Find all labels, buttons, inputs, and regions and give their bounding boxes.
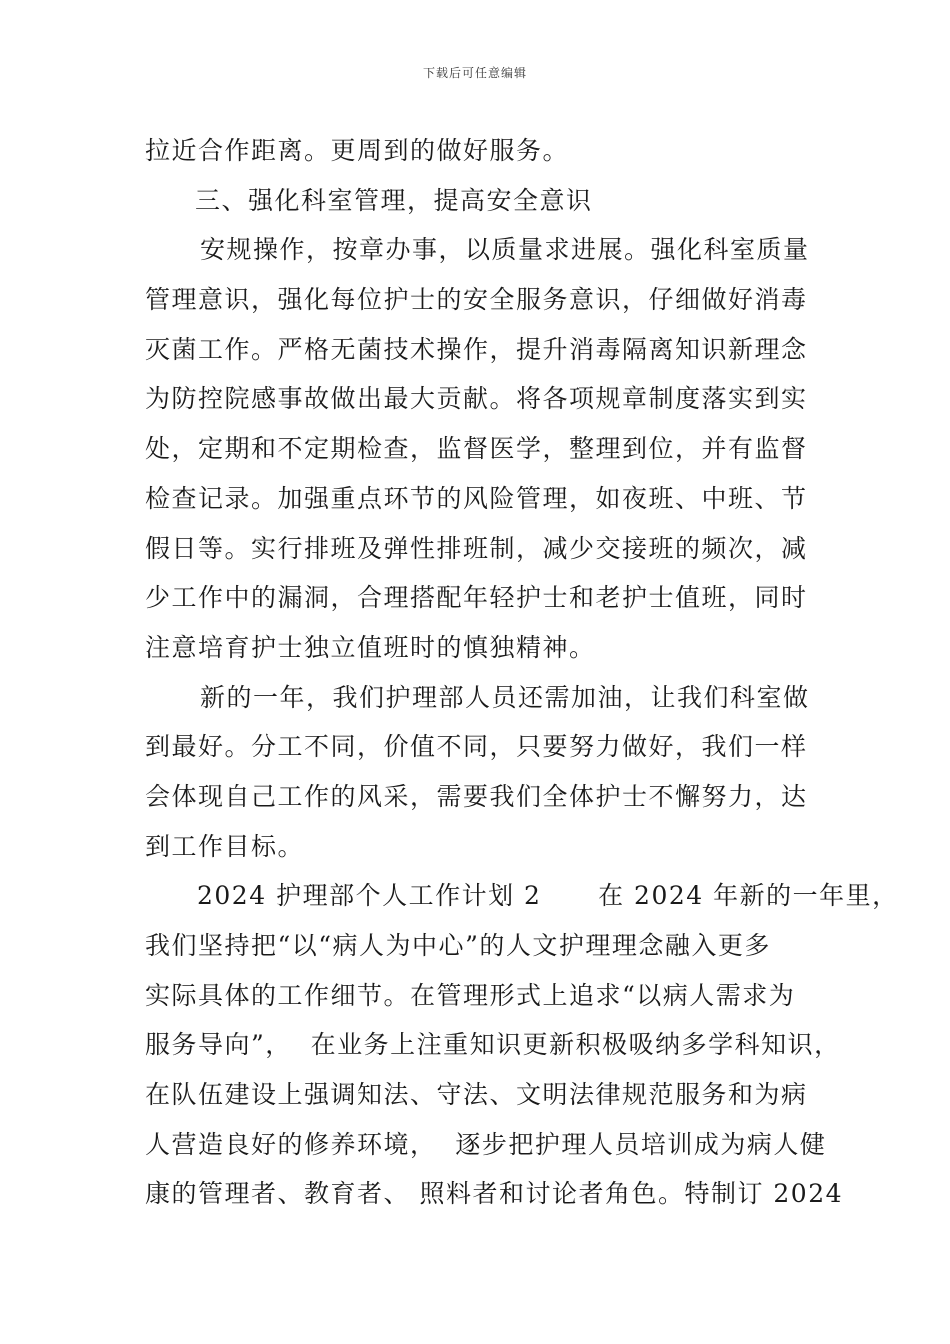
paragraph-line: 少工作中的漏洞，合理搭配年轻护士和老护士值班，同时	[145, 583, 808, 613]
section-heading: 三、强化科室管理，提高安全意识	[195, 185, 593, 215]
paragraph-line: 管理意识，强化每位护士的安全服务意识，仔细做好消毒	[145, 285, 808, 315]
paragraph-line: 在队伍建设上强调知法、守法、文明法律规范服务和为病	[145, 1080, 808, 1110]
paragraph-line: 我们坚持把“以“病人为中心”的人文护理理念融入更多	[145, 931, 771, 960]
paragraph-line: 到最好。分工不同，价值不同，只要努力做好，我们一样	[145, 732, 808, 762]
paragraph-line: 实际具体的工作细节。在管理形式上追求“以病人需求为	[145, 980, 796, 1010]
paragraph-line: 假日等。实行排班及弹性排班制，减少交接班的频次，减	[145, 533, 808, 563]
paragraph-line: 人营造良好的修养环境， 逐步把护理人员培训成为病人健	[145, 1129, 827, 1159]
paragraph-line: 到工作目标。	[145, 831, 305, 861]
paragraph-line: 为防控院感事故做出最大贡献。将各项规章制度落实到实	[145, 384, 808, 414]
document-body	[145, 126, 899, 1219]
paragraph-line: 会体现自己工作的风采，需要我们全体护士不懈努力，达	[145, 781, 808, 811]
paragraph-line: 检查记录。加强重点环节的风险管理，如夜班、中班、节	[145, 483, 808, 513]
page-header-note: 下载后可任意编辑	[422, 66, 527, 80]
paragraph-line: 处，定期和不定期检查，监督医学，整理到位，并有监督	[145, 434, 808, 464]
paragraph-line: 服务导向”， 在业务上注重知识更新积极吸纳多学科知识，	[145, 1030, 841, 1060]
plan-title-line: 2024 护理部个人工作计划 2 在 2024 年新的一年里，	[197, 881, 899, 911]
paragraph-line: 康的管理者、教育者、 照料者和讨论者角色。特制订 2024	[145, 1179, 844, 1209]
paragraph-line: 灭菌工作。严格无菌技术操作，提升消毒隔离知识新理念	[145, 334, 808, 364]
paragraph-line: 注意培育护士独立值班时的慎独精神。	[145, 632, 596, 662]
paragraph-line: 拉近合作距离。更周到的做好服务。	[145, 136, 570, 165]
paragraph-line: 新的一年，我们护理部人员还需加油，让我们科室做	[200, 682, 810, 712]
paragraph-line: 安规操作，按章办事，以质量求进展。强化科室质量	[200, 235, 810, 265]
